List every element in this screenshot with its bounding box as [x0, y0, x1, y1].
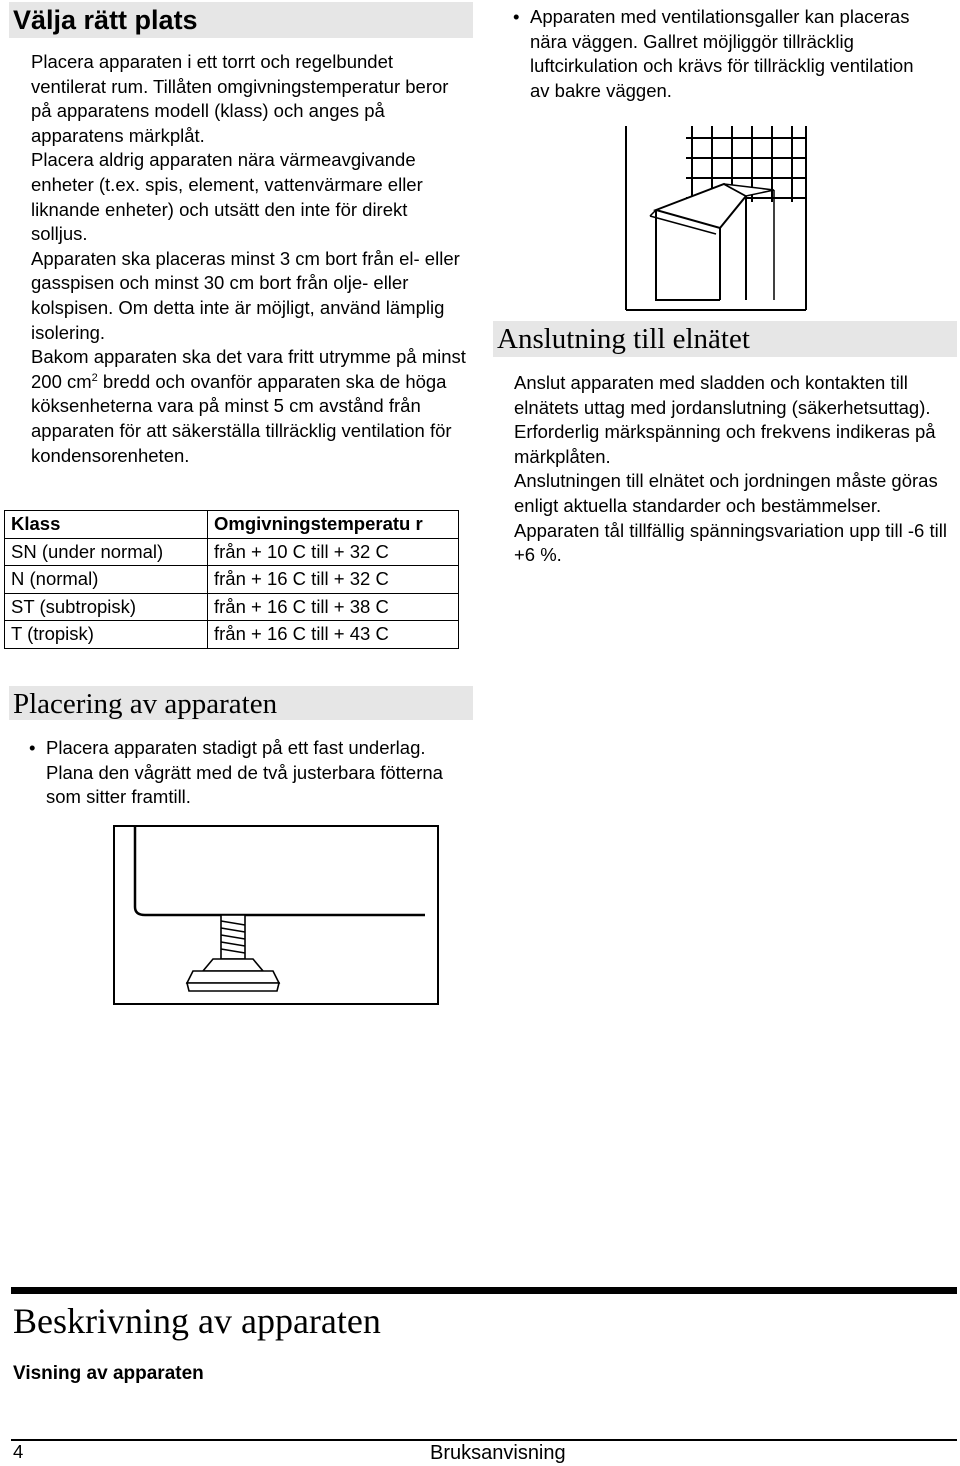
electrical-connection-text	[514, 371, 954, 568]
subheading-appliance-view: Visning av apparaten	[13, 1363, 204, 1384]
paragraph: Anslut apparaten med sladden och kontakten till elnätets uttag med jordanslutning (säkerhetsuttag).	[514, 372, 931, 418]
wall-grid-bullet-list	[511, 5, 921, 103]
table-row	[5, 538, 459, 566]
ventilation-grid-illustration	[624, 124, 824, 320]
paragraph: Placera aldrig apparaten nära värmeavgivande enheter (t.ex. spis, element, vattenvärmare eller liknande enheter) och utsätt den inte för direkt solljus.	[31, 149, 423, 245]
table-cell: ST (subtropisk)	[5, 593, 208, 621]
placement-bullet-list	[27, 736, 447, 810]
table-row	[5, 621, 459, 649]
text: bredd och ovanför apparaten ska de höga köksenheterna vara på minst 5 cm avstånd från apparaten för att säkerställa tillräcklig ventilation för kondensorenheten.	[31, 370, 452, 466]
table-row	[5, 566, 459, 594]
climate-class-table	[4, 510, 459, 649]
section-divider	[11, 1287, 957, 1294]
table-cell: SN (under normal)	[5, 538, 208, 566]
table-cell: från + 16 C till + 38 C	[208, 593, 459, 621]
table-cell: från + 16 C till + 43 C	[208, 621, 459, 649]
column-header: Klass	[5, 511, 208, 539]
table-row	[5, 593, 459, 621]
section-heading-appliance-description: Beskrivning av apparaten	[13, 1301, 381, 1341]
paragraph-ventilation	[31, 345, 469, 468]
document-name: Bruksanvisning	[430, 1442, 566, 1464]
column-header: Omgivningstemperatu r	[208, 511, 459, 539]
table-cell: från + 16 C till + 32 C	[208, 566, 459, 594]
superscript: 2	[91, 371, 98, 384]
list-item: • Placera apparaten stadigt på ett fast underlag. Plana den vågrätt med de två justerbara fötterna som sitter framtill.	[27, 736, 447, 810]
paragraph: Placera apparaten i ett torrt och regelbundet ventilerat rum. Tillåten omgivningstemperatur beror på apparatens modell (klass) och anges på apparatens märkplåt.	[31, 51, 449, 146]
paragraph: Anslutningen till elnätet och jordningen måste göras enligt aktuella standarder och bestämmelser. Apparaten tål tillfällig spänningsvariation upp till -6 till +6 %.	[514, 470, 947, 566]
table-cell: T (tropisk)	[5, 621, 208, 649]
choose-location-text	[31, 50, 469, 468]
paragraph: Erforderlig märkspänning och frekvens indikeras på märkplåten.	[514, 421, 936, 467]
adjustable-foot-illustration	[113, 825, 439, 1005]
table-cell: från + 10 C till + 32 C	[208, 538, 459, 566]
text: Bakom apparaten ska det vara fritt utrymme på minst 200 cm	[31, 346, 466, 392]
table-cell: N (normal)	[5, 566, 208, 594]
table-header-row	[5, 511, 459, 539]
section-heading-electrical-connection: Anslutning till elnätet	[493, 321, 957, 357]
page-number: 4	[13, 1441, 24, 1462]
list-item: • Apparaten med ventilationsgaller kan placeras nära väggen. Gallret möjliggör tillräcklig luftcirkulation och krävs för tillräcklig ventilation av bakre väggen.	[511, 5, 921, 103]
section-heading-choose-location: Välja rätt plats	[9, 2, 473, 38]
paragraph: Apparaten ska placeras minst 3 cm bort från el- eller gasspisen och minst 30 cm bort från olje- eller kolspisen. Om detta inte är möjligt, använd lämplig isolering.	[31, 247, 460, 343]
section-heading-placement: Placering av apparaten	[9, 686, 473, 720]
